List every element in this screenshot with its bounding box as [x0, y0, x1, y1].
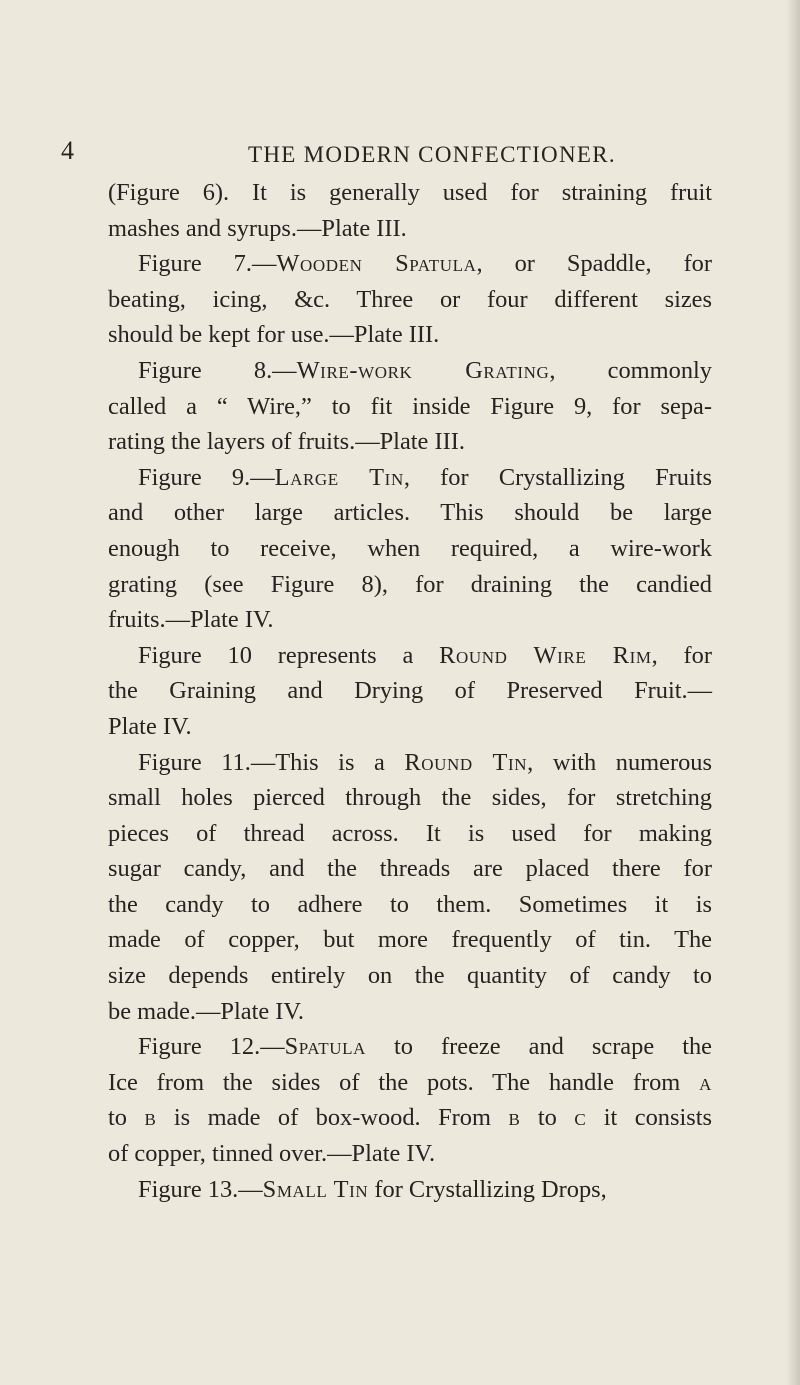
- text-run: fruits.—Plate IV.: [108, 606, 274, 634]
- text-run: grating (see Figure 8), for draining the candied: [108, 570, 712, 598]
- text-line: [108, 745, 712, 781]
- text-run: Figure 7.—: [138, 250, 277, 278]
- body-text: [108, 175, 712, 1207]
- text-line: [108, 709, 712, 745]
- text-line: [108, 246, 712, 282]
- text-line: [108, 424, 712, 460]
- text-line: [108, 1172, 712, 1208]
- small-caps-term: Wire-work Grating: [296, 356, 550, 384]
- text-run: Figure 13.—: [138, 1175, 263, 1203]
- text-run: pieces of thread across. It is used for making: [108, 819, 712, 847]
- text-line: [108, 317, 712, 353]
- text-run: sugar candy, and the threads are placed there for: [108, 855, 712, 883]
- small-caps-term: Round Wire Rim: [439, 641, 652, 669]
- small-caps-term: b: [144, 1104, 157, 1132]
- small-caps-term: b: [508, 1104, 521, 1132]
- text-line: [108, 816, 712, 852]
- text-run: enough to receive, when required, a wire-work: [108, 534, 712, 562]
- text-run: called a “ Wire,” to fit inside Figure 9, for sepa-: [108, 392, 712, 420]
- text-line: [108, 1136, 712, 1172]
- text-run: Figure 12.—: [138, 1033, 285, 1061]
- text-run: mashes and syrups.—Plate III.: [108, 214, 407, 242]
- text-run: beating, icing, &c. Three or four different sizes: [108, 285, 712, 313]
- text-line: [108, 211, 712, 247]
- text-run: , for Crystallizing Fruits: [403, 463, 713, 491]
- small-caps-term: Spatula: [284, 1033, 366, 1061]
- text-line: [108, 638, 712, 674]
- text-line: [108, 1029, 712, 1065]
- text-run: be made.—Plate IV.: [108, 997, 304, 1025]
- text-run: , or Spaddle, for: [476, 250, 713, 278]
- text-line: [108, 1065, 712, 1101]
- text-run: Figure 10 represents a: [138, 641, 440, 669]
- text-run: Plate IV.: [108, 712, 192, 740]
- text-line: [108, 567, 712, 603]
- text-run: Figure 9.—: [138, 463, 275, 491]
- text-run: it consists: [586, 1104, 712, 1132]
- text-run: to: [108, 1104, 145, 1132]
- text-line: [108, 353, 712, 389]
- page-header: [60, 136, 760, 176]
- text-run: small holes pierced through the sides, for stretching: [108, 784, 712, 812]
- text-run: size depends entirely on the quantity of candy to: [108, 962, 712, 990]
- text-line: [108, 851, 712, 887]
- text-run: to: [520, 1104, 575, 1132]
- text-line: [108, 887, 712, 923]
- text-run: , with numerous: [527, 748, 712, 776]
- text-run: for Crystallizing Drops,: [368, 1175, 607, 1203]
- text-run: , for: [651, 641, 712, 669]
- small-caps-term: Wooden Spatula: [276, 250, 477, 278]
- text-line: [108, 1100, 712, 1136]
- text-line: [108, 922, 712, 958]
- small-caps-term: a: [699, 1068, 712, 1096]
- text-run: rating the layers of fruits.—Plate III.: [108, 428, 465, 456]
- text-run: Figure 11.—This is a: [138, 748, 405, 776]
- text-run: the Graining and Drying of Preserved Fruit.—: [108, 677, 712, 705]
- small-caps-term: c: [574, 1104, 587, 1132]
- text-run: the candy to adhere to them. Sometimes it is: [108, 890, 712, 918]
- text-run: Ice from the sides of the pots. The handle from: [108, 1068, 700, 1096]
- small-caps-term: Round Tin: [404, 748, 528, 776]
- text-line: [108, 531, 712, 567]
- page-number: 4: [61, 136, 74, 165]
- text-run: Figure 8.—: [138, 356, 297, 384]
- text-run: and other large articles. This should be large: [108, 499, 712, 527]
- text-run: made of copper, but more frequently of tin. The: [108, 926, 712, 954]
- text-line: [108, 495, 712, 531]
- text-run: (Figure 6). It is generally used for straining fruit: [108, 179, 712, 206]
- text-line: [108, 175, 712, 211]
- text-run: to freeze and scrape the: [365, 1033, 712, 1061]
- small-caps-term: Small Tin: [262, 1175, 369, 1203]
- text-line: [108, 958, 712, 994]
- text-run: , commonly: [549, 356, 712, 384]
- text-line: [108, 282, 712, 318]
- text-line: [108, 673, 712, 709]
- text-run: should be kept for use.—Plate III.: [108, 321, 440, 349]
- text-line: [108, 994, 712, 1030]
- text-run: of copper, tinned over.—Plate IV.: [108, 1140, 436, 1168]
- text-line: [108, 389, 712, 425]
- page-edge-shadow: [786, 0, 800, 1385]
- small-caps-term: Large Tin: [274, 463, 404, 491]
- running-title: THE MODERN CONFECTIONER.: [248, 142, 616, 167]
- text-run: is made of box-wood. From: [156, 1104, 509, 1132]
- text-line: [108, 780, 712, 816]
- text-line: [108, 460, 712, 496]
- text-line: [108, 602, 712, 638]
